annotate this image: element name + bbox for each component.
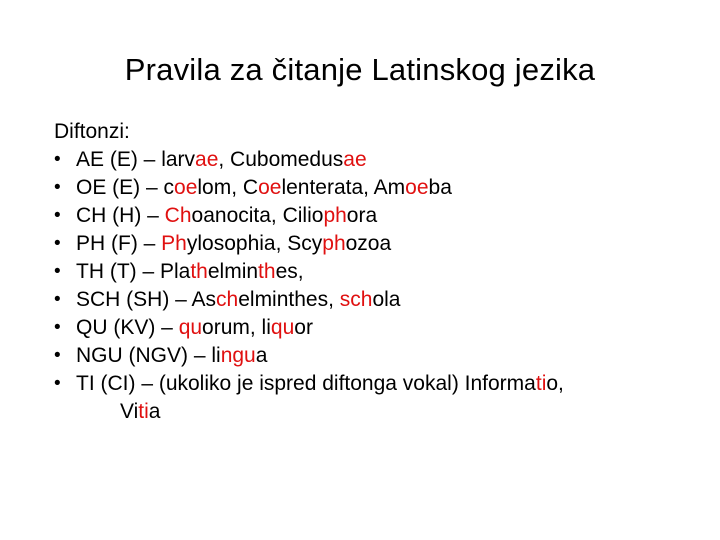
item-text: TI (CI) – (ukoliko je ispred diftonga vokal) Informa xyxy=(76,372,536,395)
item-text: ylosophia, Scy xyxy=(186,232,323,255)
highlighted-letters: oe xyxy=(174,176,198,199)
bullet-icon: • xyxy=(54,289,61,310)
list-item xyxy=(54,174,694,202)
item-text: ola xyxy=(372,288,401,311)
bullet-icon: • xyxy=(54,205,61,226)
item-text: a xyxy=(148,400,161,423)
list-item xyxy=(54,230,694,258)
item-line xyxy=(76,372,564,395)
item-text: CH (H) – xyxy=(76,204,165,227)
highlighted-letters: th xyxy=(258,260,276,283)
highlighted-letters: oe xyxy=(405,176,429,199)
list-item xyxy=(54,286,694,314)
item-text: PH (F) – xyxy=(76,232,162,255)
list-item xyxy=(54,342,694,370)
bullet-icon: • xyxy=(54,373,61,394)
list-item xyxy=(54,370,694,426)
highlighted-letters: ngu xyxy=(220,344,256,367)
item-text: c xyxy=(163,176,175,199)
bullet-icon: • xyxy=(54,317,61,338)
item-text: OE (E) – xyxy=(76,176,164,199)
item-text: oanocita, Cilio xyxy=(191,204,324,227)
item-text: ora xyxy=(346,204,378,227)
item-text: , Cubomedus xyxy=(218,148,344,171)
item-text: elmin xyxy=(207,260,259,283)
diphthong-list xyxy=(54,146,694,426)
item-text: lom, C xyxy=(197,176,259,199)
item-text: TH (T) – Pla xyxy=(76,260,191,283)
item-text: o, xyxy=(546,372,564,395)
bullet-icon: • xyxy=(54,261,61,282)
highlighted-letters: ph xyxy=(323,204,347,227)
highlighted-letters: sch xyxy=(339,288,373,311)
item-text: a xyxy=(255,344,268,367)
item-text: lenterata, Am xyxy=(281,176,406,199)
highlighted-letters: oe xyxy=(258,176,282,199)
highlighted-letters: qu xyxy=(270,316,295,339)
item-text: ba xyxy=(428,176,452,199)
item-text: es, xyxy=(275,260,304,283)
highlighted-letters: ph xyxy=(322,232,346,255)
list-item xyxy=(54,258,694,286)
highlighted-letters: ae xyxy=(343,148,367,171)
bullet-icon: • xyxy=(54,149,61,170)
item-continuation-line xyxy=(76,398,694,426)
highlighted-letters: ae xyxy=(195,148,219,171)
bullet-icon: • xyxy=(54,345,61,366)
section-heading: Diftonzi: xyxy=(54,120,130,143)
highlighted-letters: th xyxy=(190,260,208,283)
highlighted-letters: ch xyxy=(216,288,239,311)
item-text: AE (E) – larv xyxy=(76,148,196,171)
item-text: QU (KV) – xyxy=(76,316,179,339)
highlighted-letters: ti xyxy=(535,372,547,395)
item-text: orum, li xyxy=(202,316,271,339)
item-text: ozoa xyxy=(345,232,392,255)
item-text: elminthes, xyxy=(238,288,340,311)
list-item xyxy=(54,314,694,342)
item-text: Vi xyxy=(120,400,139,423)
highlighted-letters: qu xyxy=(178,316,203,339)
highlighted-letters: ti xyxy=(138,400,149,423)
item-text: NGU (NGV) – li xyxy=(76,344,221,367)
slide-body xyxy=(54,118,694,426)
item-text: SCH (SH) – As xyxy=(76,288,217,311)
list-item xyxy=(54,146,694,174)
highlighted-letters: Ph xyxy=(161,232,187,255)
bullet-icon: • xyxy=(54,177,61,198)
slide-title: Pravila za čitanje Latinskog jezika xyxy=(124,52,596,87)
highlighted-letters: Ch xyxy=(164,204,192,227)
list-item xyxy=(54,202,694,230)
bullet-icon: • xyxy=(54,233,61,254)
item-text: or xyxy=(294,316,313,339)
